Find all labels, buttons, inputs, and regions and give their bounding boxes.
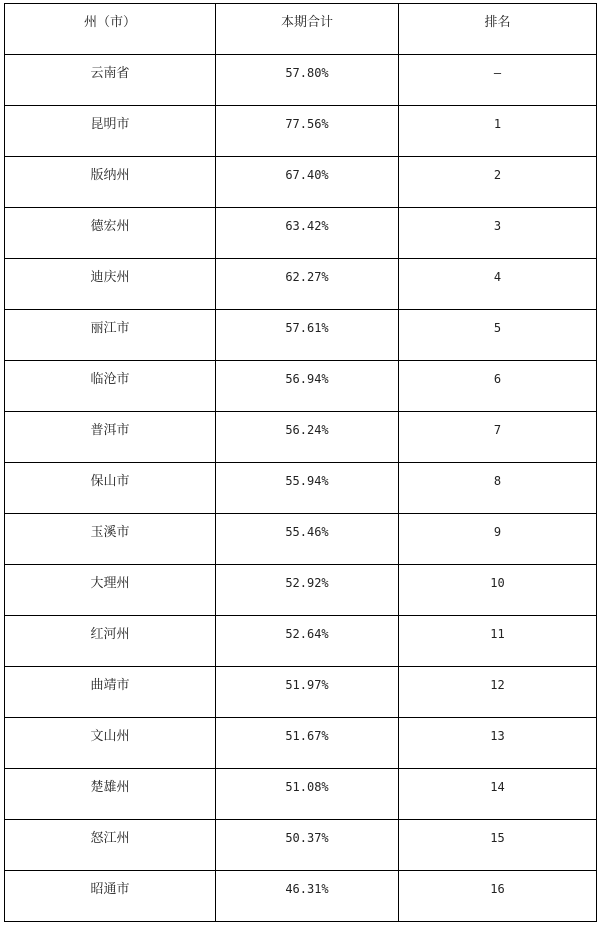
- table-row: [5, 259, 597, 310]
- rank-cell: 16: [399, 871, 597, 922]
- prefecture-cell: 版纳州: [5, 157, 216, 208]
- total-cell: 50.37%: [216, 820, 399, 871]
- total-cell: 56.24%: [216, 412, 399, 463]
- total-cell: 62.27%: [216, 259, 399, 310]
- ranking-table: [4, 3, 597, 922]
- prefecture-cell: 玉溪市: [5, 514, 216, 565]
- prefecture-cell: 普洱市: [5, 412, 216, 463]
- total-cell: 63.42%: [216, 208, 399, 259]
- prefecture-cell: 昭通市: [5, 871, 216, 922]
- prefecture-cell: 临沧市: [5, 361, 216, 412]
- rank-cell: 15: [399, 820, 597, 871]
- prefecture-cell: 怒江州: [5, 820, 216, 871]
- rank-cell: —: [399, 55, 597, 106]
- table-row: [5, 55, 597, 106]
- table-row: [5, 820, 597, 871]
- rank-cell: 4: [399, 259, 597, 310]
- total-cell: 51.08%: [216, 769, 399, 820]
- rank-cell: 7: [399, 412, 597, 463]
- rank-cell: 11: [399, 616, 597, 667]
- table-row: [5, 157, 597, 208]
- table-body: [5, 55, 597, 922]
- table-row: [5, 106, 597, 157]
- table-row: [5, 310, 597, 361]
- table-row: [5, 361, 597, 412]
- table-row: [5, 514, 597, 565]
- header-row: [5, 4, 597, 55]
- total-cell: 77.56%: [216, 106, 399, 157]
- table-row: [5, 463, 597, 514]
- total-cell: 52.64%: [216, 616, 399, 667]
- rank-cell: 8: [399, 463, 597, 514]
- table-row: [5, 769, 597, 820]
- prefecture-cell: 丽江市: [5, 310, 216, 361]
- total-cell: 46.31%: [216, 871, 399, 922]
- total-cell: 52.92%: [216, 565, 399, 616]
- table-row: [5, 667, 597, 718]
- prefecture-cell: 曲靖市: [5, 667, 216, 718]
- total-cell: 67.40%: [216, 157, 399, 208]
- rank-cell: 12: [399, 667, 597, 718]
- table-row: [5, 565, 597, 616]
- total-cell: 55.94%: [216, 463, 399, 514]
- prefecture-cell: 保山市: [5, 463, 216, 514]
- table-row: [5, 871, 597, 922]
- prefecture-cell: 大理州: [5, 565, 216, 616]
- rank-cell: 10: [399, 565, 597, 616]
- prefecture-cell: 昆明市: [5, 106, 216, 157]
- total-cell: 55.46%: [216, 514, 399, 565]
- total-cell: 51.67%: [216, 718, 399, 769]
- total-cell: 56.94%: [216, 361, 399, 412]
- rank-cell: 14: [399, 769, 597, 820]
- rank-cell: 1: [399, 106, 597, 157]
- rank-cell: 2: [399, 157, 597, 208]
- rank-cell: 5: [399, 310, 597, 361]
- table-row: [5, 412, 597, 463]
- prefecture-cell: 迪庆州: [5, 259, 216, 310]
- prefecture-cell: 楚雄州: [5, 769, 216, 820]
- table-row: [5, 718, 597, 769]
- total-cell: 51.97%: [216, 667, 399, 718]
- prefecture-cell: 红河州: [5, 616, 216, 667]
- header-total: 本期合计: [216, 4, 399, 55]
- table-row: [5, 208, 597, 259]
- prefecture-cell: 云南省: [5, 55, 216, 106]
- rank-cell: 13: [399, 718, 597, 769]
- rank-cell: 6: [399, 361, 597, 412]
- rank-cell: 9: [399, 514, 597, 565]
- prefecture-cell: 文山州: [5, 718, 216, 769]
- header-prefecture: 州（市）: [5, 4, 216, 55]
- table-header: [5, 4, 597, 55]
- total-cell: 57.80%: [216, 55, 399, 106]
- header-rank: 排名: [399, 4, 597, 55]
- total-cell: 57.61%: [216, 310, 399, 361]
- rank-cell: 3: [399, 208, 597, 259]
- table-row: [5, 616, 597, 667]
- prefecture-cell: 德宏州: [5, 208, 216, 259]
